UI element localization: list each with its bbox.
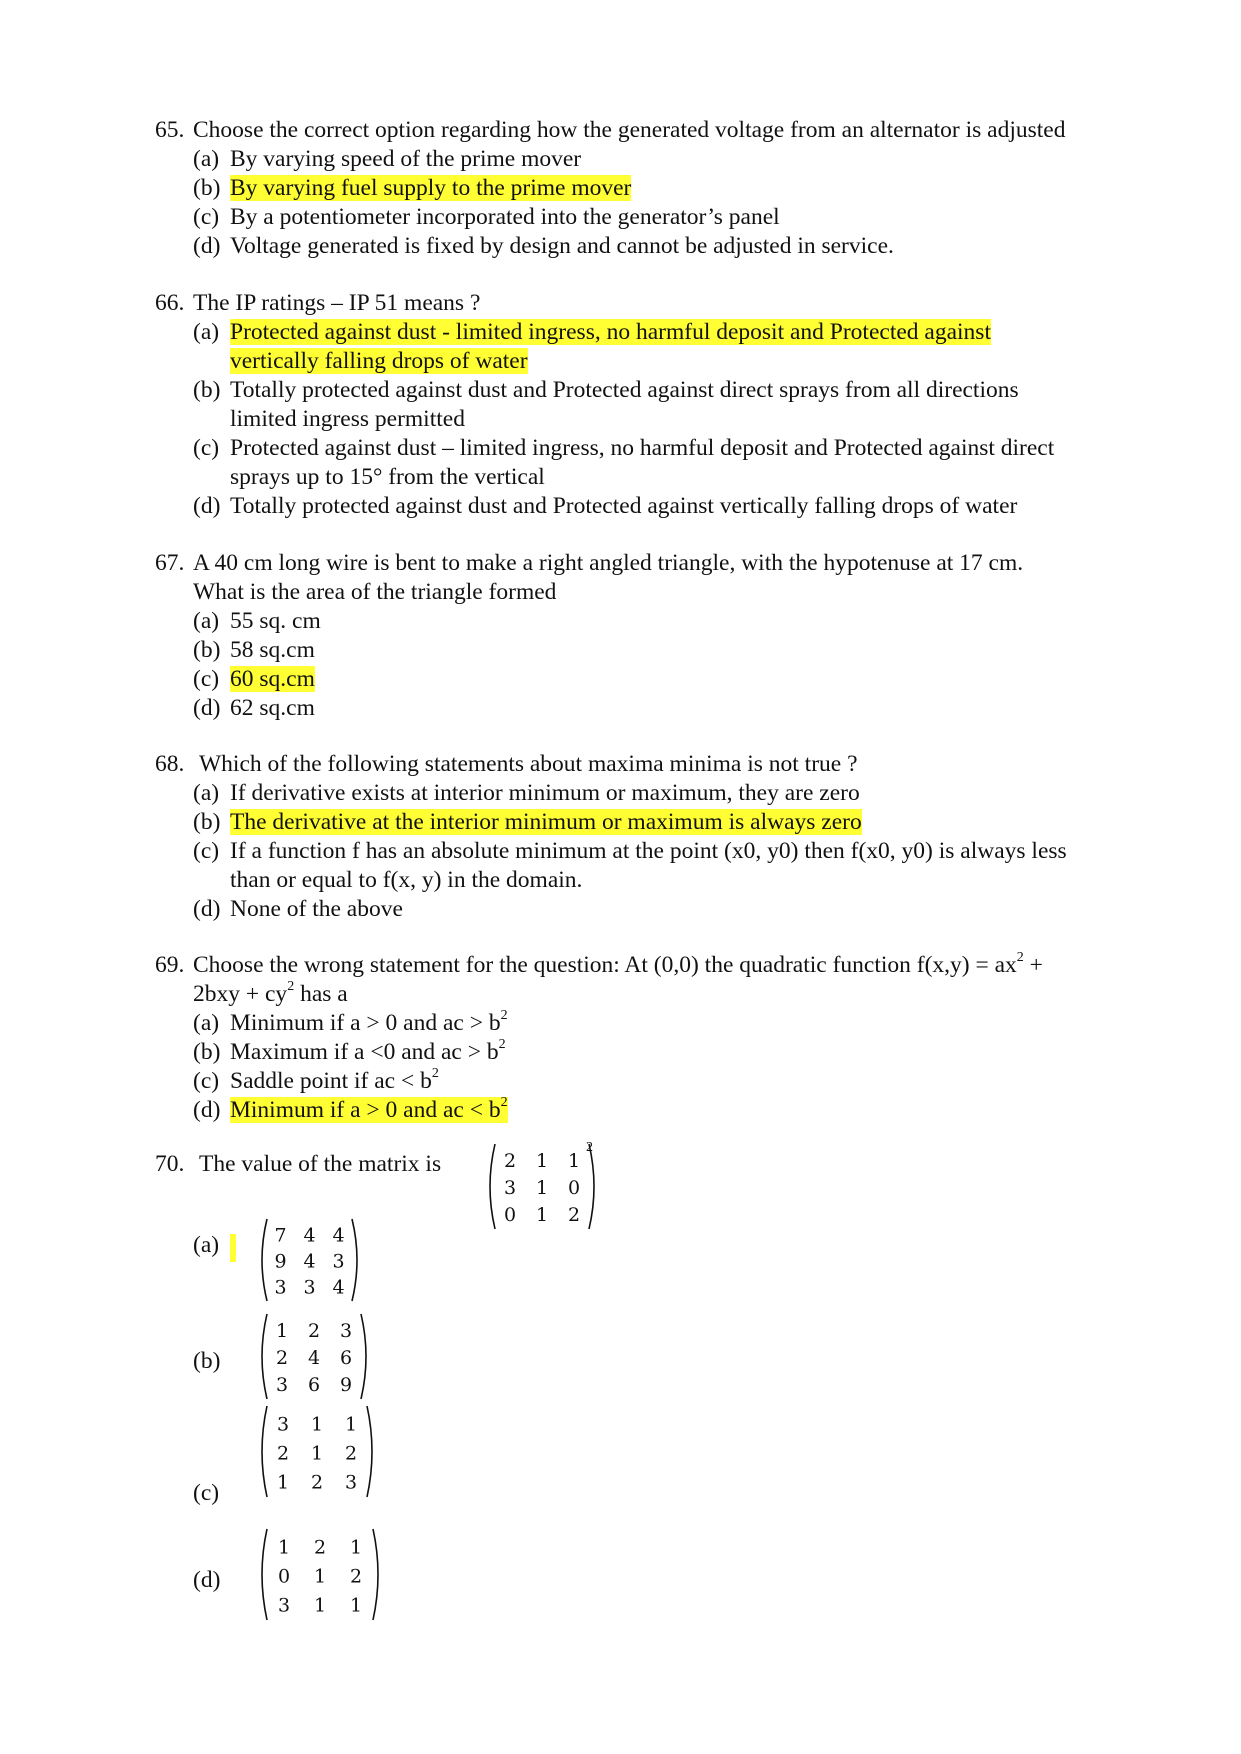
option-label: (a) [193, 780, 220, 806]
question-text-cont: 2bxy + cy [193, 981, 288, 1007]
option-text: Minimum if a > 0 and ac > b [230, 1010, 501, 1036]
matrix-cell: 3 [276, 1413, 290, 1436]
matrix-svg [258, 1312, 370, 1401]
question-69 [155, 951, 1145, 1125]
matrix-cell: 3 [332, 1250, 345, 1273]
matrix-cell: 2 [275, 1347, 289, 1370]
question-text-cont-end: has a [300, 981, 348, 1007]
question-matrix [486, 1142, 598, 1238]
option-b[interactable] [155, 636, 1145, 665]
option-text: Maximum if a <0 and ac > b [230, 1039, 499, 1065]
matrix-cell: 2 [567, 1204, 581, 1227]
highlighted-answer: 60 sq.cm [230, 666, 315, 692]
option-text: If a function f has an absolute minimum at the point (x0, y0) then f(x0, y0) is always less [230, 838, 1067, 864]
matrix-cell: 4 [307, 1347, 321, 1370]
option-label: (b) [193, 1039, 221, 1065]
question-number: 66. [155, 290, 185, 316]
superscript: 2 [500, 1095, 508, 1111]
matrix-cell: 2 [310, 1471, 324, 1494]
left-paren [262, 1219, 267, 1301]
option-b-matrix[interactable] [258, 1312, 370, 1408]
option-c[interactable] [155, 1067, 1145, 1096]
option-c-matrix[interactable] [258, 1404, 376, 1506]
option-a[interactable] [155, 607, 1145, 636]
option-a-matrix[interactable] [258, 1217, 361, 1310]
question-text: Choose the wrong statement for the question: At (0,0) the quadratic function f(x,y) = ax [193, 952, 1017, 978]
matrix-cell: 2 [349, 1565, 363, 1588]
highlighted-answer: By varying fuel supply to the prime mover [230, 175, 632, 201]
left-paren [262, 1406, 267, 1497]
matrix-cell: 3 [339, 1320, 353, 1343]
superscript: 2 [287, 979, 295, 995]
option-c[interactable] [155, 203, 1145, 232]
option-a[interactable] [155, 145, 1145, 174]
matrix-cell: 7 [274, 1224, 287, 1247]
highlight-mark [230, 1234, 236, 1262]
matrix-cell: 1 [313, 1565, 327, 1588]
option-text: 62 sq.cm [230, 695, 315, 721]
question-text: The value of the matrix is [199, 1151, 442, 1177]
superscript: 2 [500, 1008, 508, 1024]
option-c[interactable] [155, 837, 1145, 866]
matrix-cell: 1 [349, 1536, 363, 1559]
option-label-a[interactable]: (a) [193, 1232, 220, 1258]
matrix-cell: 3 [503, 1177, 517, 1200]
matrix-exponent: 2 [586, 1140, 593, 1155]
matrix-cell: 9 [274, 1250, 287, 1273]
question-number: 67. [155, 550, 185, 576]
matrix-cell: 0 [567, 1177, 581, 1200]
option-text: If derivative exists at interior minimum or maximum, they are zero [230, 780, 860, 806]
option-label: (c) [193, 1068, 220, 1094]
matrix-cell: 4 [332, 1224, 345, 1247]
option-a[interactable] [155, 318, 1145, 347]
option-label-d[interactable]: (d) [193, 1567, 221, 1593]
option-text: Totally protected against dust and Protected against vertically falling drops of water [230, 493, 1018, 519]
matrix-cell: 1 [567, 1150, 581, 1173]
highlighted-answer: Protected against dust - limited ingress, no harmful deposit and Protected against [230, 319, 991, 345]
matrix-cell: 3 [277, 1594, 291, 1617]
question-text: A 40 cm long wire is bent to make a right angled triangle, with the hypotenuse at 17 cm. [193, 550, 1024, 576]
question-68 [155, 750, 1145, 924]
matrix-cell: 1 [344, 1413, 358, 1436]
left-paren [262, 1529, 267, 1620]
option-text-cont: than or equal to f(x, y) in the domain. [230, 867, 583, 893]
highlighted-answer [230, 1097, 508, 1123]
matrix-cell: 4 [332, 1276, 345, 1299]
matrix-cell: 1 [276, 1471, 290, 1494]
option-d[interactable] [155, 895, 1145, 924]
option-b[interactable] [155, 174, 1145, 203]
question-70 [155, 1150, 1145, 1179]
question-66 [155, 289, 1145, 521]
option-label: (b) [193, 377, 221, 403]
question-text: Choose the correct option regarding how the generated voltage from an alternator is adjusted [193, 117, 1066, 143]
option-label: (c) [193, 666, 220, 692]
matrix-cell: 1 [310, 1442, 324, 1465]
left-paren [262, 1314, 267, 1399]
superscript: 2 [498, 1037, 506, 1053]
option-a[interactable] [155, 779, 1145, 808]
option-label: (b) [193, 809, 221, 835]
question-67 [155, 549, 1145, 723]
option-d[interactable] [155, 1096, 1145, 1125]
question-text: The IP ratings – IP 51 means ? [193, 290, 481, 316]
option-label: (a) [193, 146, 220, 172]
right-paren [361, 1314, 366, 1399]
option-b[interactable] [155, 376, 1145, 405]
matrix-cell: 1 [275, 1320, 289, 1343]
matrix-cell: 0 [277, 1565, 291, 1588]
question-text: Which of the following statements about maxima minima is not true ? [199, 751, 858, 777]
question-number: 65. [155, 117, 185, 143]
option-label: (c) [193, 204, 220, 230]
matrix-cell: 1 [349, 1594, 363, 1617]
matrix-svg [258, 1527, 382, 1622]
superscript: 2 [1016, 950, 1024, 966]
right-paren [373, 1529, 378, 1620]
option-label: (a) [193, 608, 220, 634]
matrix-cell: 1 [535, 1177, 549, 1200]
highlighted-answer-cont: vertically falling drops of water [230, 348, 528, 374]
question-text-end: + [1029, 952, 1043, 978]
option-label: (d) [193, 233, 221, 259]
matrix-cell: 1 [313, 1594, 327, 1617]
superscript: 2 [431, 1066, 439, 1082]
option-label: (d) [193, 695, 221, 721]
matrix-cell: 1 [535, 1204, 549, 1227]
matrix-svg [486, 1142, 598, 1231]
option-text: By varying speed of the prime mover [230, 146, 582, 172]
option-label: (d) [193, 493, 221, 519]
option-b[interactable] [155, 1038, 1145, 1067]
right-paren [367, 1406, 372, 1497]
question-65 [155, 116, 1145, 261]
right-paren [589, 1144, 594, 1229]
option-label-c[interactable]: (c) [193, 1480, 220, 1506]
option-text-cont: limited ingress permitted [230, 406, 465, 432]
matrix-cell: 3 [275, 1374, 289, 1397]
option-label: (c) [193, 838, 220, 864]
option-d[interactable] [155, 492, 1145, 521]
matrix-cell: 2 [307, 1320, 321, 1343]
option-label: (c) [193, 435, 220, 461]
left-paren [490, 1144, 495, 1229]
option-label: (d) [193, 1097, 221, 1123]
option-text: None of the above [230, 896, 403, 922]
option-label-b[interactable]: (b) [193, 1348, 221, 1374]
right-paren [352, 1219, 357, 1301]
question-text-cont: What is the area of the triangle formed [193, 579, 557, 605]
option-d[interactable] [155, 694, 1145, 723]
option-text: Voltage generated is fixed by design and cannot be adjusted in service. [230, 233, 894, 259]
option-label: (d) [193, 896, 221, 922]
matrix-cell: 3 [274, 1276, 287, 1299]
option-d-matrix[interactable] [258, 1527, 382, 1629]
matrix-cell: 3 [303, 1276, 316, 1299]
matrix-cell: 3 [344, 1471, 358, 1494]
option-text-cont: sprays up to 15° from the vertical [230, 464, 545, 490]
option-label: (b) [193, 175, 221, 201]
matrix-cell: 0 [503, 1204, 517, 1227]
option-label: (a) [193, 319, 220, 345]
question-number: 68. [155, 751, 185, 777]
question-number: 70. [155, 1151, 185, 1177]
option-text: 58 sq.cm [230, 637, 315, 663]
option-d[interactable] [155, 232, 1145, 261]
option-c[interactable] [155, 665, 1145, 694]
option-text: Saddle point if ac < b [230, 1068, 432, 1094]
option-text: By a potentiometer incorporated into the generator’s panel [230, 204, 780, 230]
highlighted-answer: The derivative at the interior minimum or maximum is always zero [230, 809, 862, 835]
option-text: Totally protected against dust and Protected against direct sprays from all directions [230, 377, 1019, 403]
option-a[interactable] [155, 1009, 1145, 1038]
matrix-cell: 1 [310, 1413, 324, 1436]
option-label: (b) [193, 637, 221, 663]
matrix-cell: 1 [277, 1536, 291, 1559]
option-label: (a) [193, 1010, 220, 1036]
matrix-cell: 2 [313, 1536, 327, 1559]
matrix-cell: 6 [339, 1347, 353, 1370]
matrix-cell: 2 [503, 1150, 517, 1173]
matrix-svg [258, 1404, 376, 1499]
matrix-cell: 4 [303, 1250, 316, 1273]
option-text: Minimum if a > 0 and ac < b [230, 1097, 501, 1123]
option-text: Protected against dust – limited ingress, no harmful deposit and Protected against direct [230, 435, 1055, 461]
matrix-cell: 1 [535, 1150, 549, 1173]
option-b[interactable] [155, 808, 1145, 837]
matrix-cell: 2 [276, 1442, 290, 1465]
matrix-cell: 6 [307, 1374, 321, 1397]
question-number: 69. [155, 952, 185, 978]
matrix-cell: 4 [303, 1224, 316, 1247]
matrix-cell: 9 [339, 1374, 353, 1397]
option-text: 55 sq. cm [230, 608, 321, 634]
option-c[interactable] [155, 434, 1145, 463]
matrix-cell: 2 [344, 1442, 358, 1465]
matrix-svg [258, 1217, 361, 1303]
